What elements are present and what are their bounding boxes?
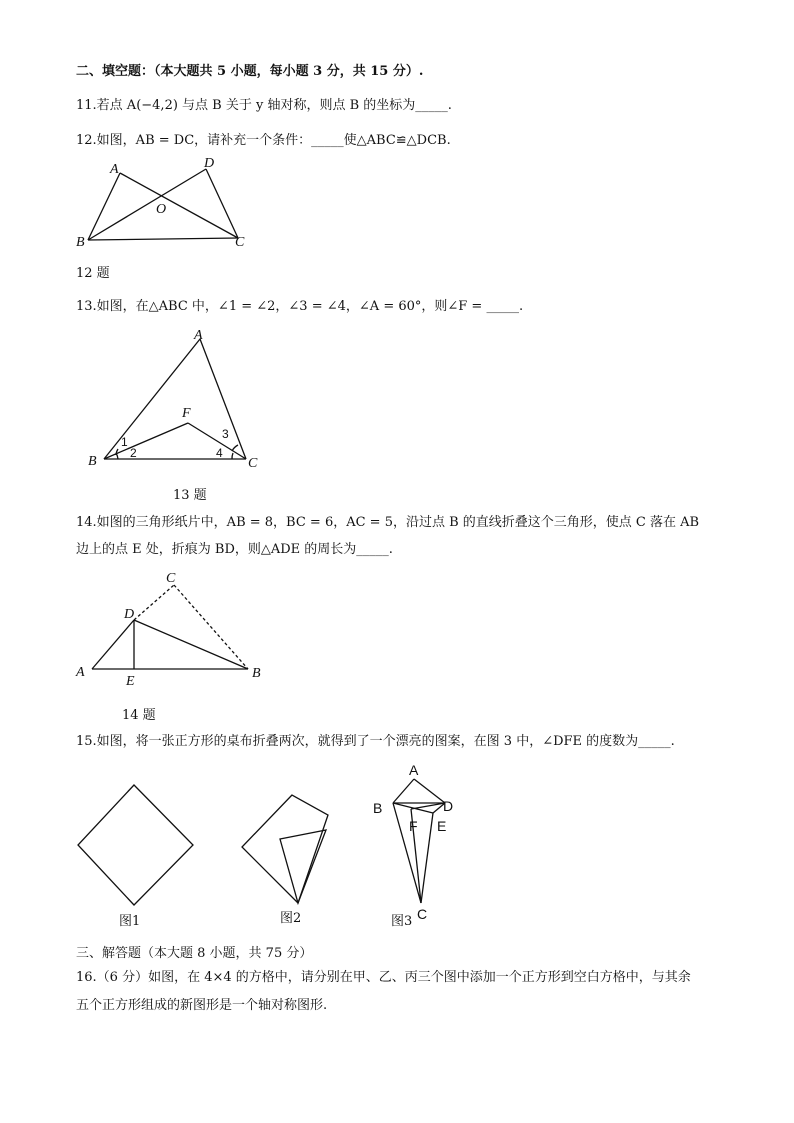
- question-14-line-1: 14.如图的三角形纸片中，AB = 8，BC = 6，AC = 5，沿过点 B 的直线折叠这个三角形，使点 C 落在 AB: [76, 515, 700, 530]
- fig15-caption-1: 图1: [119, 914, 141, 929]
- fig14-label-B: B: [252, 666, 261, 681]
- question-14-line-2: 边上的点 E 处，折痕为 BD，则△ADE 的周长为_____.: [76, 542, 393, 557]
- question-16-line-1: 16.（6 分）如图，在 4×4 的方格中，请分别在甲、乙、丙三个图中添加一个正方形到空白方格中，与其余: [76, 970, 691, 985]
- figure-15-1: [76, 775, 196, 925]
- fig15-label-E: E: [437, 818, 447, 834]
- fig15-caption-3: 图3: [391, 914, 413, 929]
- figure-14: [70, 565, 280, 689]
- question-13: 13.如图，在△ABC 中，∠1 = ∠2，∠3 = ∠4，∠A = 60°，则∠F = _____.: [76, 299, 524, 314]
- fig12-caption: 12 题: [76, 266, 110, 281]
- fig12-label-D: D: [204, 156, 215, 171]
- fig14-label-E: E: [126, 674, 135, 689]
- fig15-label-F: F: [409, 818, 418, 834]
- fig12-label-A: A: [110, 162, 119, 177]
- fig13-label-1: 1: [121, 435, 128, 449]
- fig15-label-A: A: [409, 762, 419, 778]
- question-16-line-2: 五个正方形组成的新图形是一个轴对称图形.: [76, 998, 328, 1013]
- fig12-label-O: O: [156, 202, 167, 217]
- figure-12: [70, 155, 260, 255]
- fig15-label-C: C: [417, 906, 428, 922]
- fig13-label-A: A: [194, 328, 203, 343]
- fig14-caption: 14 题: [122, 708, 156, 723]
- figure-15-3: [365, 755, 485, 930]
- fig14-label-D: D: [124, 607, 135, 622]
- fig14-label-A: A: [76, 665, 85, 680]
- fig13-label-B: B: [88, 454, 97, 469]
- figure-15-2: [240, 775, 360, 925]
- fig13-label-3: 3: [222, 427, 229, 441]
- fig13-label-4: 4: [216, 446, 223, 460]
- fig15-label-D: D: [443, 798, 454, 814]
- fig14-label-C: C: [166, 571, 176, 586]
- question-15: 15.如图，将一张正方形的桌布折叠两次，就得到了一个漂亮的图案，在图 3 中，∠DFE 的度数为_____.: [76, 734, 675, 749]
- fig13-caption: 13 题: [173, 488, 207, 503]
- fig13-label-C: C: [248, 456, 258, 471]
- section-heading-solve: 三、解答题（本大题 8 小题，共 75 分）: [76, 946, 313, 961]
- fig13-label-2: 2: [130, 446, 137, 460]
- fig12-label-B: B: [76, 235, 85, 250]
- fig12-label-C: C: [235, 235, 245, 250]
- figure-13: [80, 325, 280, 470]
- fig15-label-B: B: [373, 800, 383, 816]
- fig13-label-F: F: [182, 406, 191, 421]
- section-heading-fill-blank: 二、填空题：（本大题共 5 小题，每小题 3 分，共 15 分）.: [76, 64, 424, 79]
- question-12: 12.如图，AB = DC，请补充一个条件：_____使△ABC≌△DCB.: [76, 133, 451, 148]
- fig15-caption-2: 图2: [280, 911, 302, 926]
- question-11: 11.若点 A(−4,2) 与点 B 关于 y 轴对称，则点 B 的坐标为_____.: [76, 98, 452, 113]
